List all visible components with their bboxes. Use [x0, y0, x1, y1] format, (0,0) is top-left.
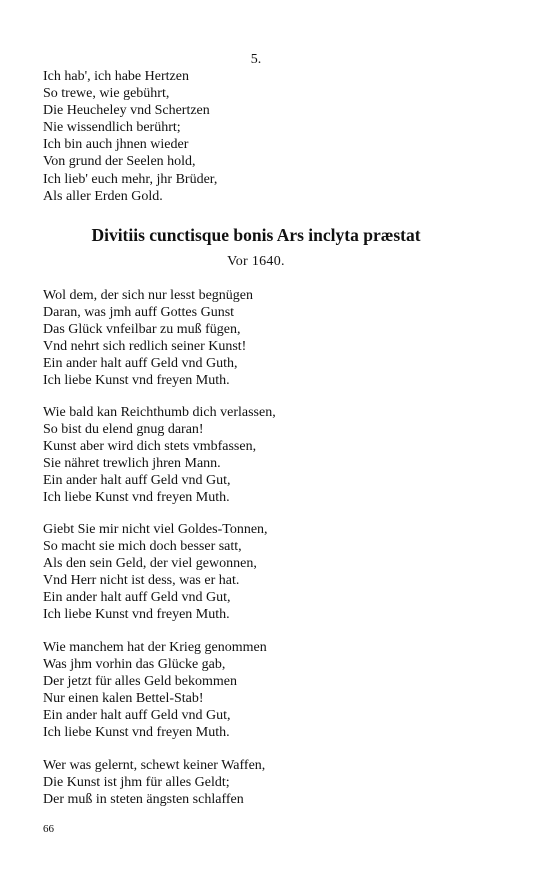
verse-line: Sie nähret trewlich jhren Mann.	[43, 456, 221, 472]
verse-line: So bist du elend gnug daran!	[43, 422, 204, 438]
verse-line: Das Glück vnfeilbar zu muß fügen,	[43, 322, 241, 338]
verse-line: Als aller Erden Gold.	[43, 188, 163, 204]
verse-line: Ich liebe Kunst vnd freyen Muth.	[43, 725, 230, 741]
verse-line: Nur einen kalen Bettel-Stab!	[43, 691, 204, 707]
poem-stanza-5	[43, 757, 265, 808]
previous-poem-stanza	[43, 68, 217, 205]
verse-line: Ein ander halt auff Geld vnd Guth,	[43, 356, 238, 372]
verse-line: Vnd Herr nicht ist dess, was er hat.	[43, 573, 240, 589]
verse-line: Wer was gelernt, schewt keiner Waffen,	[43, 758, 266, 773]
verse-line: Ein ander halt auff Geld vnd Gut,	[43, 473, 231, 489]
verse-line: Giebt Sie mir nicht viel Goldes-Tonnen,	[43, 522, 268, 537]
stanza-number: 5.	[250, 52, 262, 67]
page-number: 66	[43, 823, 54, 835]
verse-line: Wol dem, der sich nur lesst begnügen	[43, 288, 253, 303]
poem-date: Vor 1640.	[227, 254, 285, 269]
verse-line: Was jhm vorhin das Glücke gab,	[43, 657, 226, 673]
verse-line: Ein ander halt auff Geld vnd Gut,	[43, 708, 231, 724]
verse-line: Der jetzt für alles Geld bekommen	[43, 674, 237, 690]
verse-line: Die Heucheley vnd Schertzen	[43, 103, 210, 119]
verse-line: Nie wissendlich berührt;	[43, 120, 181, 136]
verse-line: Ich lieb' euch mehr, jhr Brüder,	[43, 171, 218, 187]
verse-line: Daran, was jmh auff Gottes Gunst	[43, 305, 235, 321]
verse-line: Der muß in steten ängsten schlaffen	[43, 792, 244, 808]
verse-line: Ich liebe Kunst vnd freyen Muth.	[43, 490, 230, 506]
poem-title: Divitiis cunctisque bonis Ars inclyta præstat	[91, 225, 421, 245]
verse-line: Als den sein Geld, der viel gewonnen,	[43, 556, 257, 572]
verse-line: Ich liebe Kunst vnd freyen Muth.	[43, 373, 230, 389]
poem-stanza-1	[43, 287, 253, 390]
poem-stanza-2	[43, 404, 276, 507]
poem-stanza-3	[43, 521, 268, 624]
verse-line: Ein ander halt auff Geld vnd Gut,	[43, 590, 231, 606]
verse-line: Kunst aber wird dich stets vmbfassen,	[43, 439, 257, 455]
verse-line: Von grund der Seelen hold,	[43, 154, 196, 170]
verse-line: Ich hab', ich habe Hertzen	[43, 69, 189, 84]
verse-line: Wie manchem hat der Krieg genommen	[43, 640, 267, 655]
verse-line: So macht sie mich doch besser satt,	[43, 539, 242, 555]
verse-line: Ich bin auch jhnen wieder	[43, 137, 189, 153]
verse-line: Vnd nehrt sich redlich seiner Kunst!	[43, 339, 247, 355]
verse-line: Wie bald kan Reichthumb dich verlassen,	[43, 405, 276, 420]
verse-line: Die Kunst ist jhm für alles Geldt;	[43, 775, 230, 791]
verse-line: So trewe, wie gebührt,	[43, 86, 170, 102]
verse-line: Ich liebe Kunst vnd freyen Muth.	[43, 607, 230, 623]
poem-stanza-4	[43, 639, 267, 742]
